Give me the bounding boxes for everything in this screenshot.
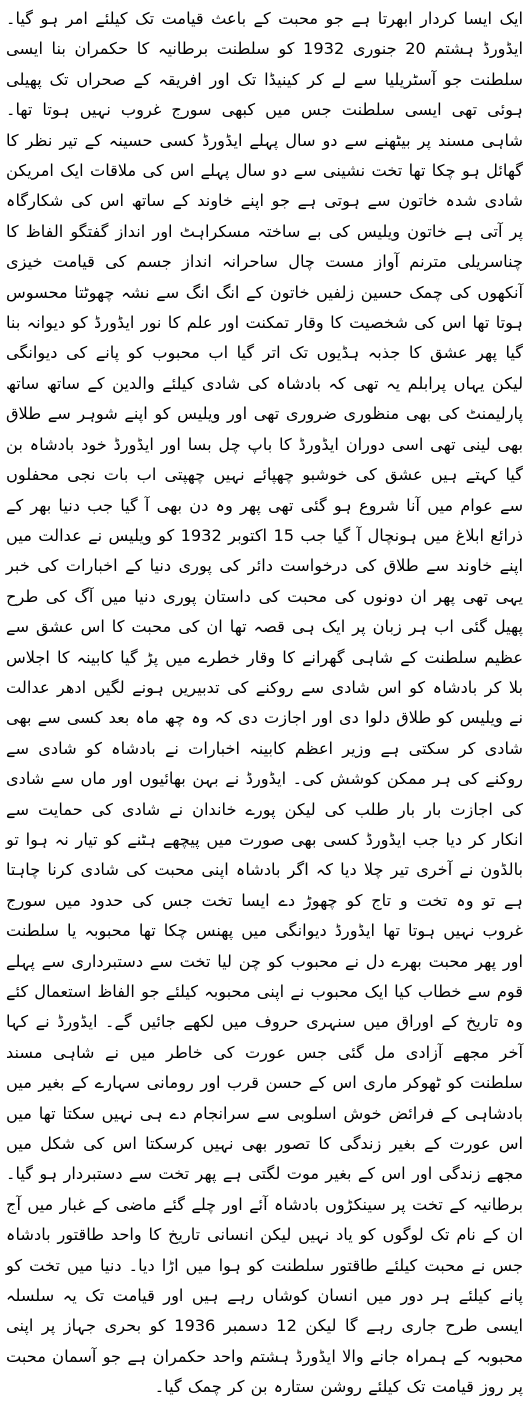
article-line: سلطنت جس میں کبھی سورج غروب نہیں ہوتا تھا۔ شاہی مسند پر بیٹھنے سے دو سال پہلے ایڈورڈ کسی حسینہ کے تیر نظر کا [6,100,523,150]
article-line: اوراق میں سنہری حروف میں لکھے جائیں گے۔ ایڈورڈ نے کہا آخر مجھے آزادی مل گئی جس عورت کی خاطر میں نے [6,1012,523,1062]
article-line: آخری تیر چلا دیا کہ اگر بادشاہ اپنی محبت کی شادی کرنا چاہتا ہے تو وہ تخت و تاج کو چھوڑ دے ایسا تخت جس کی حدود میں [6,860,523,910]
article-line: طرح جاری رہے گا لیکن 12 دسمبر 1936 کو بحری جہاز پر اپنی محبوبہ کے ہمراہ جانے والا ایڈورڈ ہشتم واحد حکمران [6,1316,523,1366]
article-line: خاوند کے ساتھ اس کی شکارگاہ پر آتی ہے خاتون ویلیس کی بے ساختہ مسکراہٹ اور انداز گفتگو الفاظ کا چناسریلی مترنم [6,191,523,272]
article-line: بھی آ گیا جب دنیا بھر کے ذرائع ابلاغ میں ہونچال آ گیا جب 15 اکتوبر 1932 کو ویلیس نے عدالت میں اپنے [6,495,524,576]
article-line: گھائل ہو چکا تھا تخت نشینی سے دو سال پہلے اس کی ملاقات ایک امریکن شادی شدہ خاتون سے ہوتی ہے جو اپنے [6,161,523,211]
article-line: بادشاہ بن گیا کہتے ہیں عشق کی خوشبو چھپائے نہیں چھپتی اب بات نجی محفلوں سے عوام میں آنا شروع ہو گئی تھی پھر وہ دن [6,434,524,515]
article-line: گیا کابینہ کا اجلاس بلا کر بادشاہ کو اس شادی سے روکنے کی تدبیریں ہونے لگیں ادھر عدالت نے ویلیس کو طلاق دلوا [6,647,523,728]
article-line: خاوند سے طلاق کی درخواست دائر کی پوری دنیا کے اخبارات کی خبر یہی تھی پھر ان دونوں کی محبت کی داستان پوری دنیا [6,556,523,606]
article-line: اب محبوب کو پانے کی دیوانگی لیکن یہاں پرابلم یہ تھی کہ بادشاہ کی شادی کیلئے والدین کے ساتھ ساتھ پارلیمنٹ کی بھی [6,343,523,424]
article-body [6,4,523,1403]
article-line: اس کے بغیر موت لگتی ہے پھر تخت سے دستبردار ہو گیا۔ برطانیہ کے تخت پر سینکڑوں بادشاہ آئے اور چلے گئے ماضی کے [6,1164,523,1214]
article-line: منظوری ضروری تھی اور ویلیس کو اپنے شوہر سے طلاق بھی لینی تھی اسی دوران ایڈورڈ کا باپ چل بسا اور ایڈورڈ خود [6,404,523,454]
article-line: خاندان نے شادی کی حمایت سے انکار کر دیا جب ایڈورڈ کسی بھی صورت میں پیچھے ہٹنے کو تیار نہ ہوا تو بالڈون نے [6,799,524,880]
article-line: سورج غروب نہیں ہوتا تھا ایڈورڈ دیوانگی میں پھنس چکا تھا محبوبہ یا سلطنت اور پھر محبت بھرے دل نے محبوب کو چن لیا [6,890,523,971]
article-line: سلطنت کو ہوا میں اڑا دیا۔ دنیا میں تخت کو پانے کیلئے ہر دور میں انسان کوشاں رہے ہیں اور قیامت تک یہ سلسلہ ایسی [6,1255,523,1336]
article-line: برطانیہ کا حکمران بنا ایسی سلطنت جو آسٹریلیا سے لے کر کینیڈا تک اور افریقہ کے صحراں تک پھیلی ہوئی تھی ایسی [6,39,524,120]
article-line: دی اور اجازت دی کہ وہ چھ ماہ بعد کسی سے بھی شادی کر سکتی ہے وزیر اعظم کابینہ اخبارات نے بادشاہ کو شادی سے [6,708,523,758]
article-line: سے سرانجام دے ہی نہیں سکتا تھا میں اس عورت کے بغیر زندگی کا تصور بھی نہیں کرسکتا اس کی شکل میں مجھے زندگی اور [6,1103,523,1184]
article-line: ہے جو آسمان محبت پر روز قیامت تک کیلئے روشن ستارہ بن کر چمک گیا۔ [6,1346,523,1397]
article-line: تخت سے دستبرداری سے پہلے قوم سے خطاب کیا ایک محبوب نے اپنی محبوبہ کیلئے جو الفاظ استعمال کئے وہ تاریخ کے [6,951,523,1032]
article-line: ایک ایسا کردار ابھرتا ہے جو محبت کے باعث قیامت تک کیلئے امر ہو گیا۔ ایڈورڈ ہشتم 20 جنوری 1932 کو سلطنت [6,9,524,59]
article-line: چھوٹتا محسوس ہوتا تھا اس کی شخصیت کا وقار تمکنت اور علم کا نور ایڈورڈ کو دیوانہ بنا گیا پھر عشق کا جذبہ ہڈیوں تک اتر گیا [6,282,523,363]
article-line: میں آگ کی طرح پھیل گئی اب ہر زبان پر ایک ہی قصہ تھا ان کی محبت کا اس عشق سے عظیم سلطنت کے شاہی گھرانے کا وقار خطرے میں پڑ [6,586,523,667]
article-line: روکنے کی ہر ممکن کوشش کی۔ ایڈورڈ نے بہن بھائیوں اور ماں سے شادی کی اجازت بار بار طلب کی لیکن پورے [6,769,523,819]
article-line: غبار میں آج ان کے نام تک لوگوں کو یاد نہیں لیکن انسانی تاریخ کا واحد طاقتور بادشاہ جس نے محبت کیلئے طاقتور [6,1194,523,1275]
article-line: آواز مست چال ساحرانہ انداز جسم کی قیامت خیزی آنکھوں کی چمک حسین زلفیں خاتون کے انگ انگ سے نشہ [6,252,523,302]
article-line: شاہی مسند سلطنت کو ٹھوکر ماری اس کے حسن قرب اور رومانی سہارے کے بغیر میں بادشاہی کے فرائض خوش اسلوبی [6,1042,523,1123]
